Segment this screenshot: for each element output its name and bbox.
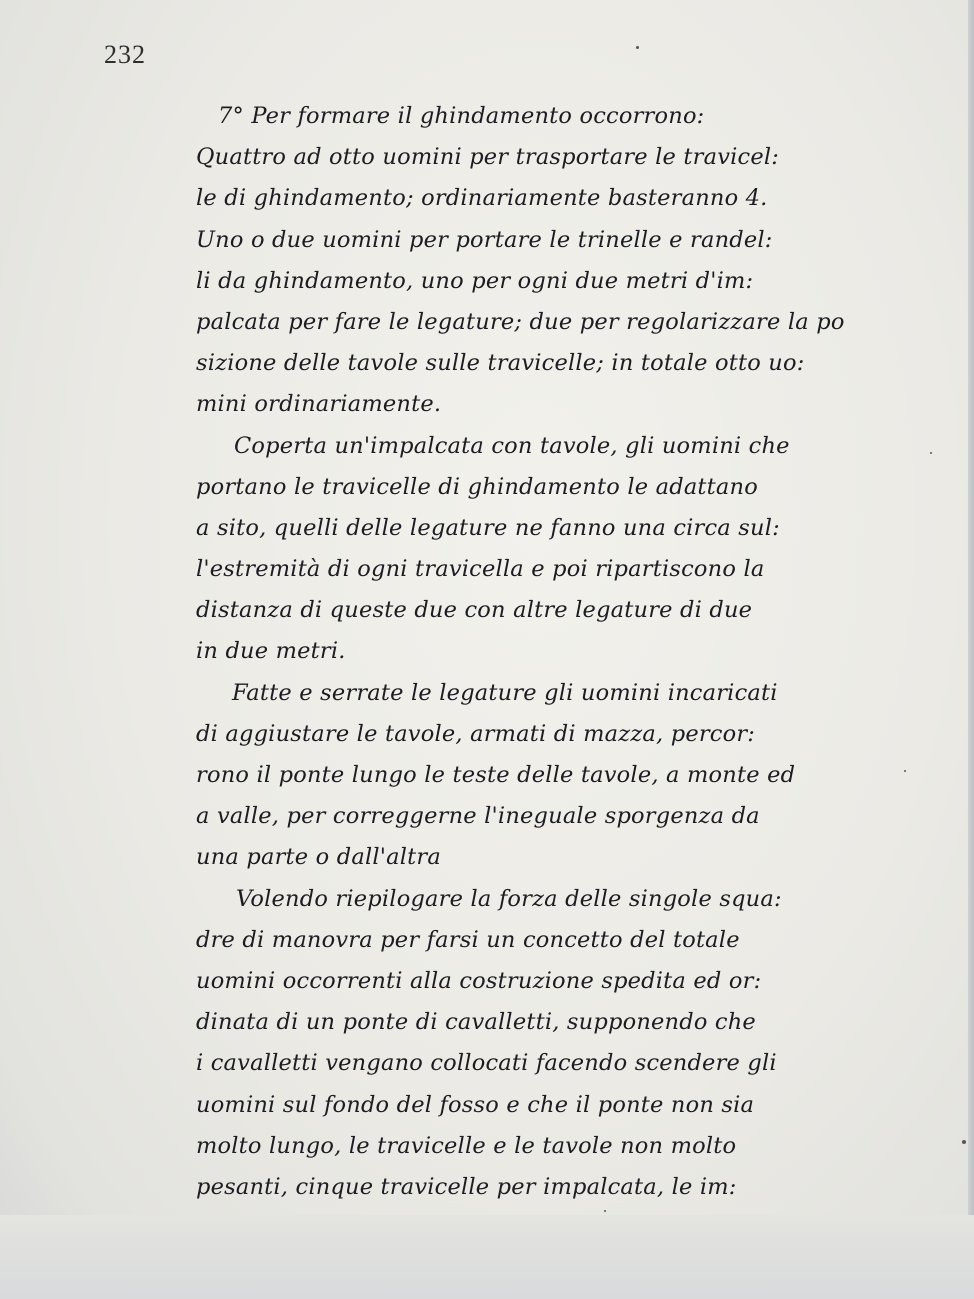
text-line: li da ghindamento, uno per ogni due metri d'im: xyxy=(196,267,754,294)
text-line: palcata per fare le legature; due per regolarizzare la po xyxy=(196,308,845,335)
text-line: mini ordinariamente. xyxy=(196,391,442,418)
text-line: uomini sul fondo del fosso e che il ponte non sia xyxy=(196,1091,755,1118)
text-line: Uno o due uomini per portare le trinelle e randel: xyxy=(196,226,773,253)
paper-speck xyxy=(904,770,906,772)
text-line: a valle, per correggerne l'ineguale sporgenza da xyxy=(196,803,760,830)
text-line: dinata di un ponte di cavalletti, supponendo che xyxy=(196,1009,756,1036)
text-line: Quattro ad otto uomini per trasportare le travicel: xyxy=(196,144,780,171)
text-line: Volendo riepilogare la forza delle singole squa: xyxy=(236,885,782,912)
text-line: i cavalletti vengano collocati facendo scendere gli xyxy=(196,1050,777,1077)
paper-speck xyxy=(930,452,932,454)
text-line: di aggiustare le tavole, armati di mazza, percor: xyxy=(196,720,756,747)
text-line: Fatte e serrate le legature gli uomini incaricati xyxy=(232,679,778,706)
handwritten-text-block xyxy=(196,96,900,1208)
text-line: 7° Per formare il ghindamento occorrono: xyxy=(218,103,705,129)
text-line: l'estremità di ogni travicella e poi ripartiscono la xyxy=(196,556,765,583)
text-line: dre di manovra per farsi un concetto del totale xyxy=(196,926,740,953)
text-line: sizione delle tavole sulle travicelle; in totale otto uo: xyxy=(196,350,805,377)
text-line: a sito, quelli delle legature ne fanno una circa sul: xyxy=(196,514,780,541)
paper-speck xyxy=(962,1140,966,1144)
text-line: molto lungo, le travicelle e le tavole non molto xyxy=(196,1132,737,1159)
text-line: uomini occorrenti alla costruzione spedita ed or: xyxy=(196,967,762,994)
text-line: le di ghindamento; ordinariamente basteranno 4. xyxy=(196,185,768,212)
page-bottom-margin xyxy=(0,1215,974,1299)
text-line: pesanti, cinque travicelle per impalcata, le im: xyxy=(196,1173,737,1200)
text-line: una parte o dall'altra xyxy=(196,844,441,871)
page-edge xyxy=(968,0,974,1299)
text-line: in due metri. xyxy=(196,638,346,665)
paper-speck xyxy=(604,1210,606,1212)
paper-speck xyxy=(636,46,639,49)
text-line: portano le travicelle di ghindamento le adattano xyxy=(196,473,758,500)
text-line: Coperta un'impalcata con tavole, gli uomini che xyxy=(234,432,790,459)
text-line: rono il ponte lungo le teste delle tavole, a monte ed xyxy=(196,762,796,788)
text-line: distanza di queste due con altre legature di due xyxy=(196,597,753,624)
page-number: 232 xyxy=(104,40,146,69)
